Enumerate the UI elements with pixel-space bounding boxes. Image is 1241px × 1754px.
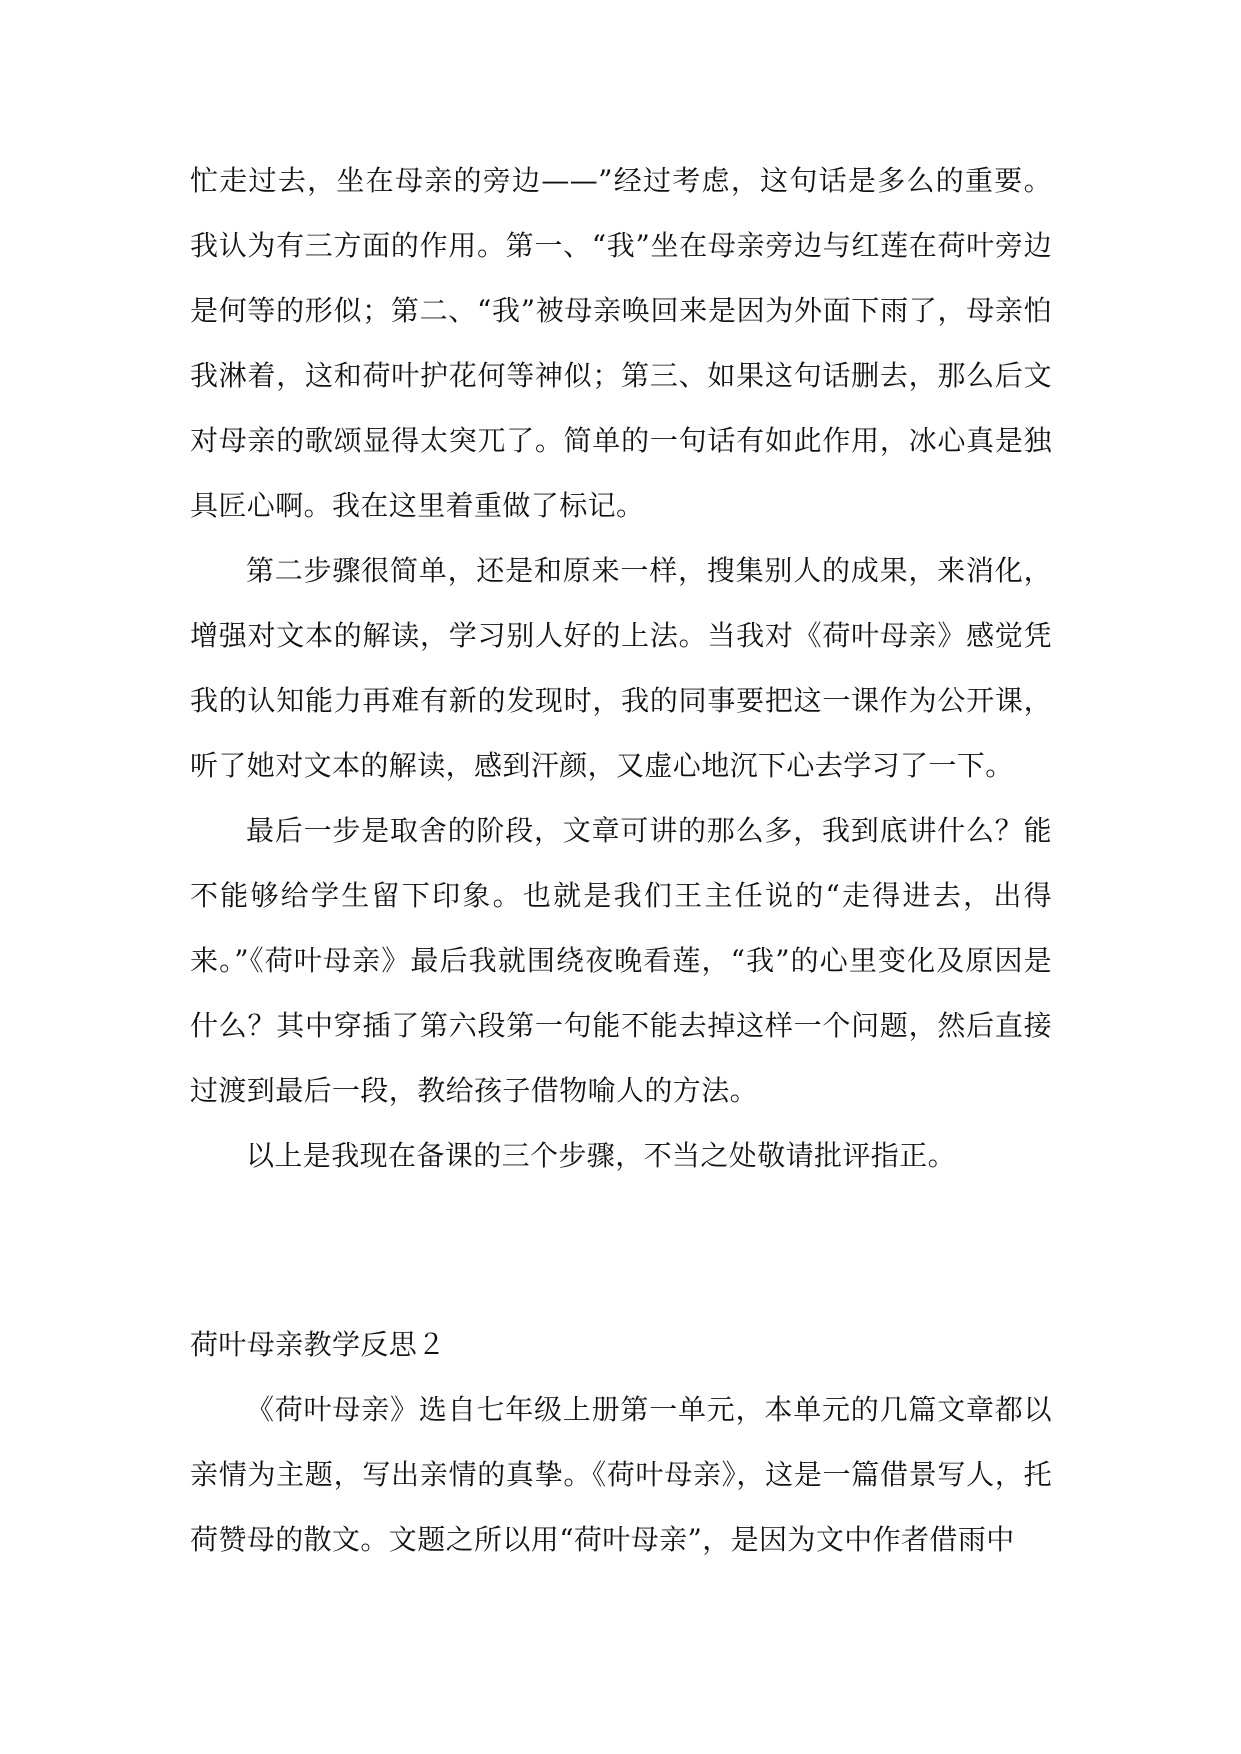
paragraph-continued: 忙走过去，坐在母亲的旁边——”经过考虑，这句话是多么的重要。我认为有三方面的作用。第一、“我”坐在母亲旁边与红莲在荷叶旁边是何等的形似；第二、“我”被母亲唤回来是因为外面下雨了，母亲怕我淋着，这和荷叶护花何等神似；第三、如果这句话删去，那么后文对母亲的歌颂显得太突兀了。简单的一句话有如此作用，冰心真是独具匠心啊。我在这里着重做了标记。 (190, 164, 1052, 522)
paragraph-step-final: 最后一步是取舍的阶段，文章可讲的那么多，我到底讲什么？能不能够给学生留下印象。也就是我们王主任说的“走得进去，出得来。”《荷叶母亲》最后我就围绕夜晚看莲，“我”的心里变化及原因是什么？其中穿插了第六段第一句能不能去掉这样一个问题，然后直接过渡到最后一段，教给孩子借物喻人的方法。 (190, 814, 1052, 1107)
paragraph-intro: 《荷叶母亲》选自七年级上册第一单元，本单元的几篇文章都以亲情为主题，写出亲情的真挚。《荷叶母亲》，这是一篇借景写人，托荷赞母的散文。文题之所以用“荷叶母亲”，是因为文中作者借雨中 (190, 1393, 1052, 1556)
paragraph-step-two: 第二步骤很简单，还是和原来一样，搜集别人的成果，来消化，增强对文本的解读，学习别人好的上法。当我对《荷叶母亲》感觉凭我的认知能力再难有新的发现时，我的同事要把这一课作为公开课，听了她对文本的解读，感到汗颜，又虚心地沉下心去学习了一下。 (190, 554, 1052, 782)
section-heading-block (190, 1312, 1052, 1377)
body-text-top (190, 148, 1052, 1188)
section-heading: 荷叶母亲教学反思２ (190, 1328, 446, 1361)
body-text-bottom (190, 1377, 1052, 1572)
paragraph-conclusion: 以上是我现在备课的三个步骤，不当之处敬请批评指正。 (246, 1139, 957, 1172)
